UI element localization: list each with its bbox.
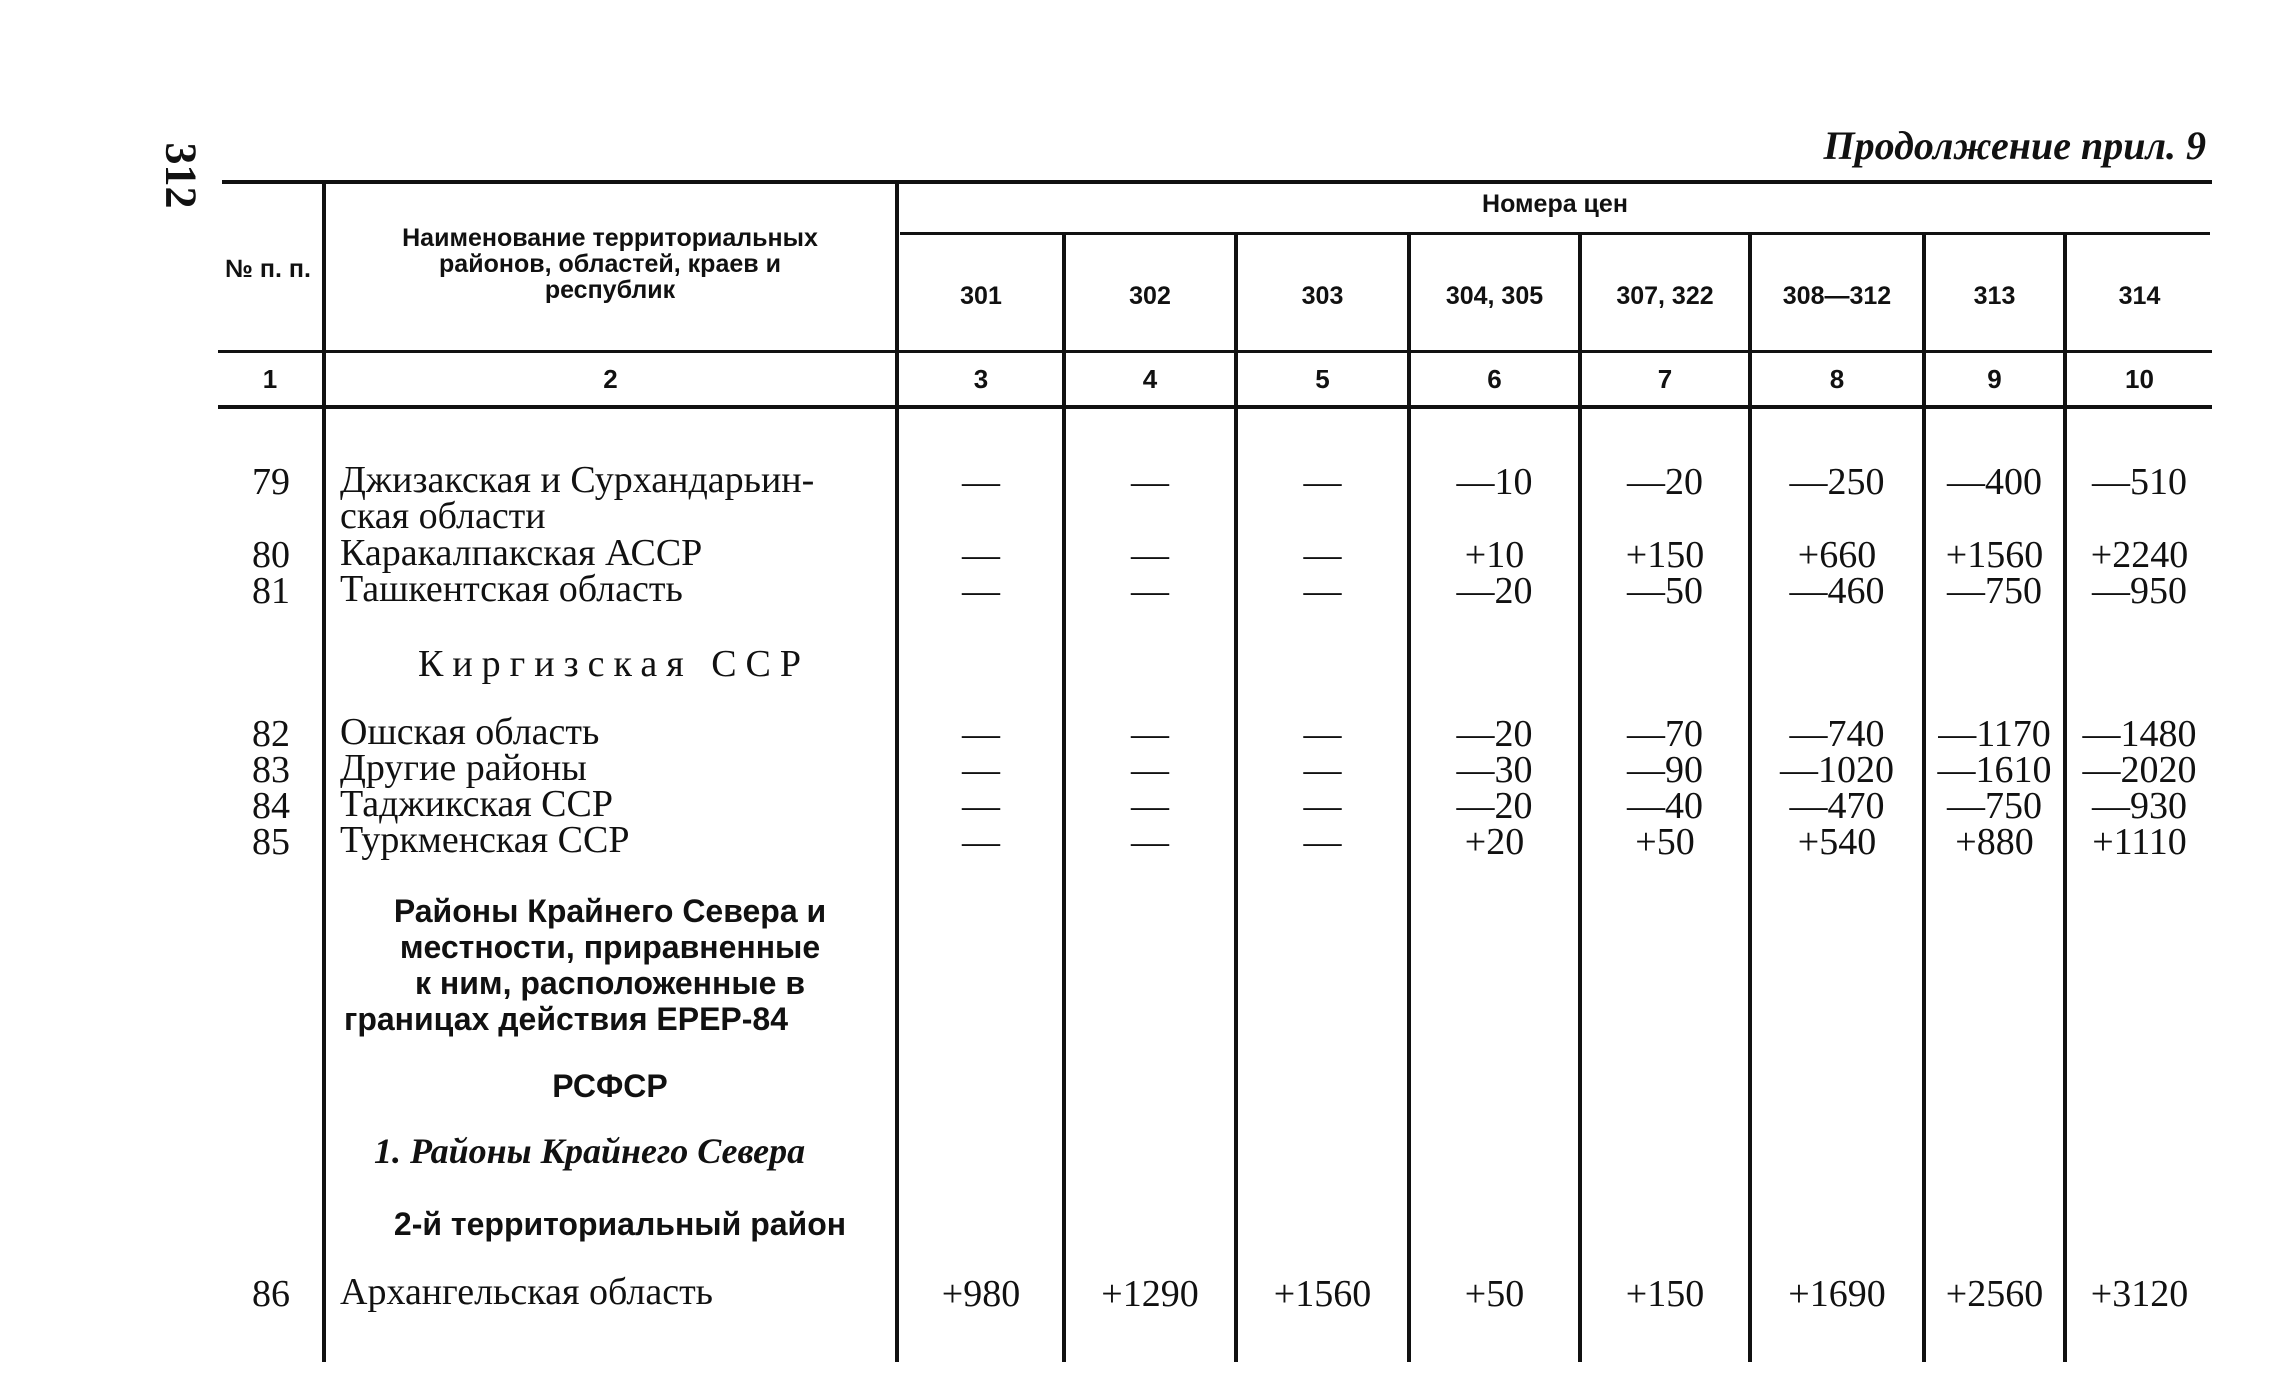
section-rsfsr: РСФСР — [552, 1068, 668, 1104]
cell: +1290 — [1101, 1273, 1199, 1315]
cell: — — [1131, 785, 1169, 827]
cell: — — [1303, 713, 1342, 755]
cell: — — [962, 821, 1000, 863]
cell: —10 — [1456, 461, 1533, 503]
cell: —1480 — [2082, 713, 2197, 755]
cell: — — [962, 534, 1000, 576]
row-name-line: ская области — [340, 495, 546, 537]
cell: +1560 — [1945, 534, 2044, 576]
column-number-8: 8 — [1829, 364, 1845, 394]
row-name — [340, 459, 880, 537]
row-number: 84 — [252, 785, 290, 827]
section-far-north-areas: 1. Районы Крайнего Севера — [374, 1131, 806, 1171]
cell: —460 — [1789, 570, 1885, 612]
row-number: 86 — [252, 1273, 290, 1315]
cell: — — [1303, 749, 1342, 791]
cell: —470 — [1789, 785, 1885, 827]
cell: — — [1131, 821, 1169, 863]
cell: —2020 — [2082, 749, 2197, 791]
column-number-5: 5 — [1315, 364, 1330, 394]
section-line: местности, приравненные — [399, 929, 821, 965]
cell: +540 — [1797, 821, 1877, 863]
cell: —510 — [2092, 461, 2187, 503]
cell: —20 — [1456, 713, 1533, 755]
row-name-line: Джизакская и Сурхандарьин- — [340, 459, 815, 501]
header-prices: Номера цен — [1482, 190, 1628, 218]
header-row-number: № п. п. — [225, 255, 311, 283]
price-col-314: 314 — [2118, 282, 2161, 310]
section-line: границах действия ЕРЕР-84 — [344, 1001, 788, 1037]
row-name: Ошская область — [340, 711, 600, 753]
cell: —930 — [2092, 785, 2187, 827]
price-col-304-305: 304, 305 — [1445, 282, 1544, 310]
cell: +50 — [1464, 1273, 1525, 1315]
price-col-303: 303 — [1301, 282, 1344, 310]
cell: +980 — [941, 1273, 1021, 1315]
cell: — — [1303, 821, 1342, 863]
continuation-label: Продолжение прил. 9 — [1823, 123, 2206, 168]
column-numbers-bottom-rule — [218, 405, 2212, 409]
row-name: Ташкентская область — [340, 568, 683, 610]
column-number-1: 1 — [262, 364, 278, 394]
cell: — — [1131, 461, 1169, 503]
page-number: 312 — [156, 142, 206, 209]
cell: —20 — [1627, 461, 1703, 503]
cell: —750 — [1947, 570, 2042, 612]
cell: —950 — [2092, 570, 2187, 612]
price-col-307-322: 307, 322 — [1616, 282, 1714, 310]
cell: — — [1303, 570, 1342, 612]
row-name: Таджикская ССР — [340, 783, 613, 825]
price-col-302: 302 — [1129, 282, 1171, 310]
cell: — — [962, 461, 1000, 503]
cell: —250 — [1789, 461, 1885, 503]
header-name: Наименование территориальных районов, областей, краев и республик — [402, 224, 818, 304]
section-line: к ним, расположенные в — [414, 965, 805, 1001]
section-far-north — [330, 893, 890, 1037]
cell: —40 — [1627, 785, 1703, 827]
row-name: Каракалпакская АССР — [340, 532, 703, 574]
cell: +20 — [1464, 821, 1525, 863]
cell: —400 — [1947, 461, 2042, 503]
section-territorial-2: 2-й территориальный район — [393, 1206, 847, 1242]
price-col-313: 313 — [1973, 282, 2016, 310]
cell: +150 — [1625, 1273, 1705, 1315]
row-number: 82 — [252, 713, 290, 755]
column-number-10: 10 — [2125, 364, 2154, 394]
cell: +3120 — [2090, 1273, 2189, 1315]
cell: — — [962, 713, 1000, 755]
row-number: 81 — [252, 570, 290, 612]
col-divider-2 — [895, 182, 899, 1362]
cell: — — [962, 785, 1000, 827]
cell: — — [962, 570, 1000, 612]
row-number: 83 — [252, 749, 290, 791]
price-col-301: 301 — [960, 282, 1002, 310]
cell: —70 — [1627, 713, 1703, 755]
row-name: Архангельская область — [340, 1271, 714, 1313]
cell: — — [962, 749, 1000, 791]
row-number: 85 — [252, 821, 290, 863]
prices-header-rule — [900, 232, 2210, 235]
col-divider-1 — [322, 182, 326, 1362]
cell: —30 — [1456, 749, 1533, 791]
cell: —20 — [1456, 570, 1533, 612]
row-name: Другие районы — [340, 747, 587, 789]
cell: —1170 — [1938, 713, 2051, 755]
cell: +150 — [1625, 534, 1705, 576]
cell: +1110 — [2092, 821, 2187, 863]
cell: —750 — [1947, 785, 2042, 827]
cell: —740 — [1789, 713, 1885, 755]
cell: — — [1131, 749, 1169, 791]
cell: —90 — [1627, 749, 1703, 791]
column-number-6: 6 — [1487, 364, 1502, 394]
cell: — — [1131, 570, 1169, 612]
row-name: Туркменская ССР — [340, 819, 630, 861]
column-number-2: 2 — [603, 364, 618, 394]
row-number: 79 — [252, 461, 290, 503]
header-bottom-rule — [218, 350, 2212, 353]
cell: +10 — [1464, 534, 1525, 576]
cell: +1690 — [1788, 1273, 1886, 1315]
cell: — — [1131, 534, 1169, 576]
row-number: 80 — [252, 534, 290, 576]
section-kyrgyz-ssr: Киргизская ССР — [418, 643, 811, 685]
section-line: Районы Крайнего Севера и — [393, 893, 827, 929]
cell: —1610 — [1937, 749, 2052, 791]
cell: —50 — [1627, 570, 1703, 612]
cell: +2560 — [1945, 1273, 2044, 1315]
cell: — — [1303, 461, 1342, 503]
column-number-3: 3 — [973, 364, 989, 394]
cell: +660 — [1797, 534, 1877, 576]
column-number-7: 7 — [1657, 364, 1673, 394]
cell: +2240 — [2090, 534, 2189, 576]
cell: — — [1303, 785, 1342, 827]
column-number-9: 9 — [1987, 364, 2002, 394]
cell: —1020 — [1780, 749, 1894, 791]
price-col-308-312: 308—312 — [1782, 282, 1892, 310]
cell: — — [1303, 534, 1342, 576]
cell: —20 — [1456, 785, 1533, 827]
column-number-4: 4 — [1142, 364, 1158, 394]
cell: — — [1131, 713, 1169, 755]
cell: +1560 — [1273, 1273, 1372, 1315]
cell: +880 — [1955, 821, 2034, 863]
cell: +50 — [1635, 821, 1695, 863]
table-top-rule — [222, 180, 2212, 184]
